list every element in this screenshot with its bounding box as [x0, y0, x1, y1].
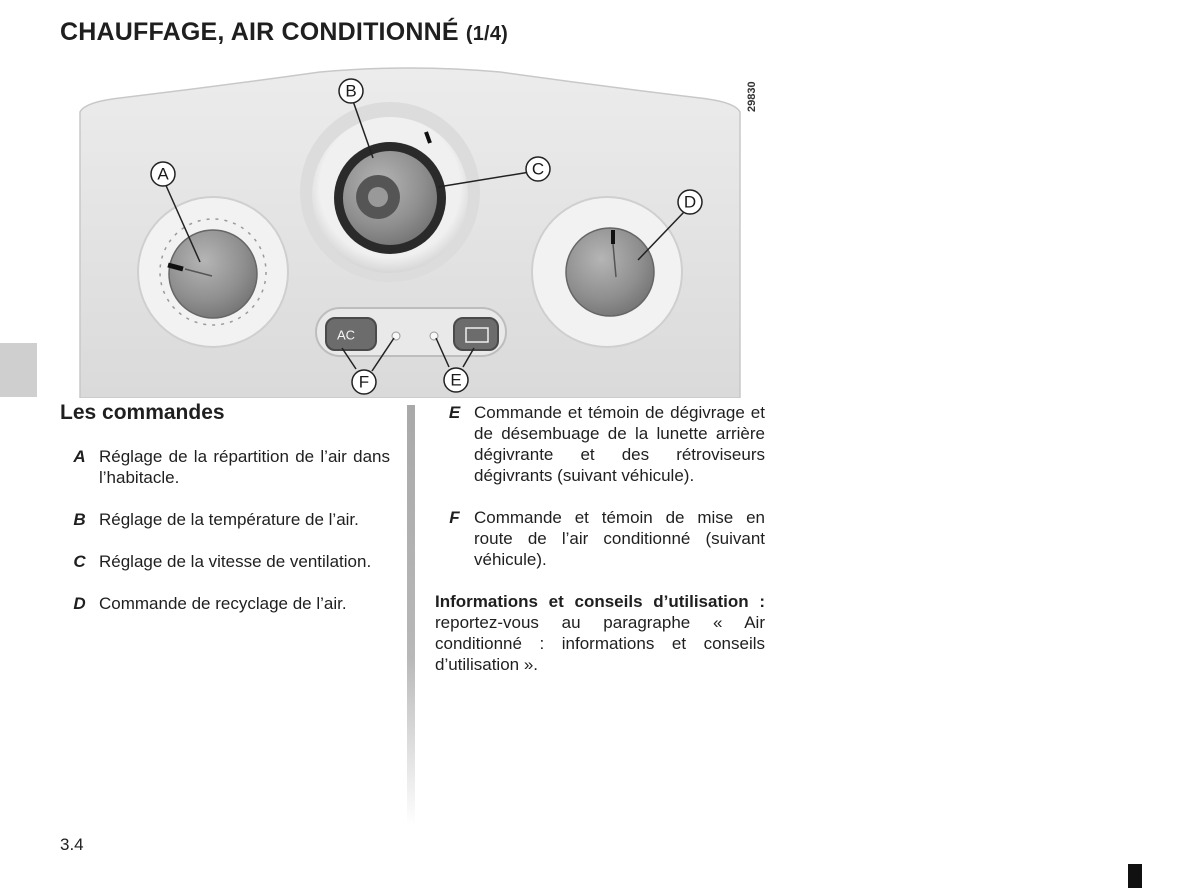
- page-title-part: (1/4): [465, 23, 508, 45]
- knob-a[interactable]: [169, 230, 257, 318]
- left-column: [60, 446, 390, 635]
- right-column: [435, 402, 765, 675]
- item-letter: D: [73, 594, 86, 613]
- info-label: Informations et conseils d’utilisation :: [435, 592, 765, 611]
- callout-d: [678, 190, 702, 214]
- info-paragraph: [435, 591, 765, 675]
- list-item: [60, 509, 390, 530]
- svg-text:F: F: [358, 372, 370, 392]
- fan-icon: [368, 187, 388, 207]
- item-text: Réglage de la répartition de l’air dans l’habitacle.: [99, 447, 390, 487]
- callout-b: [339, 79, 363, 103]
- page-number: 3.4: [60, 835, 84, 854]
- list-item: [60, 593, 390, 614]
- callout-a: [151, 162, 175, 186]
- callout-c: [526, 157, 550, 181]
- item-text: Réglage de la température de l’air.: [99, 510, 359, 529]
- callout-f: [352, 370, 376, 394]
- list-item: [60, 446, 390, 488]
- list-item: [60, 551, 390, 572]
- item-letter: C: [73, 552, 86, 571]
- item-text: Commande et témoin de dégivrage et de désembuage de la lunette arrière dégivrante et des rétroviseurs dégivrants (suivant véhicule).: [474, 403, 765, 485]
- svg-text:E: E: [450, 370, 462, 390]
- column-divider: [407, 405, 415, 825]
- callout-e: [444, 368, 468, 392]
- chapter-tab: [0, 343, 37, 397]
- page-title-main: CHAUFFAGE, AIR CONDITIONNÉ: [60, 18, 459, 46]
- list-item: [435, 402, 765, 486]
- climate-control-illustration: [60, 62, 760, 398]
- page-title: [60, 18, 508, 47]
- item-text: Commande et témoin de mise en route de l’air conditionné (suivant véhicule).: [474, 508, 765, 569]
- page-corner-mark: [1128, 864, 1142, 888]
- item-letter: E: [448, 403, 461, 422]
- list-item: [435, 507, 765, 570]
- svg-text:B: B: [345, 81, 357, 101]
- svg-text:C: C: [531, 159, 545, 179]
- item-letter: B: [73, 510, 86, 529]
- info-text: reportez-vous au paragraphe « Air conditionné : informations et conseils d’utilisation ».: [435, 613, 765, 674]
- section-title: Les commandes: [60, 401, 225, 424]
- ac-button-label: AC: [336, 327, 356, 343]
- item-text: Réglage de la vitesse de ventilation.: [99, 552, 372, 571]
- climate-panel-drawing: [60, 62, 760, 398]
- figure-number: 29830: [746, 81, 758, 112]
- svg-text:D: D: [683, 192, 697, 212]
- knob-d[interactable]: [566, 228, 654, 316]
- item-letter: F: [449, 508, 460, 527]
- rear-defrost-button[interactable]: [454, 318, 498, 350]
- item-text: Commande de recyclage de l’air.: [99, 594, 347, 613]
- item-letter: A: [73, 447, 86, 466]
- svg-text:A: A: [157, 164, 169, 184]
